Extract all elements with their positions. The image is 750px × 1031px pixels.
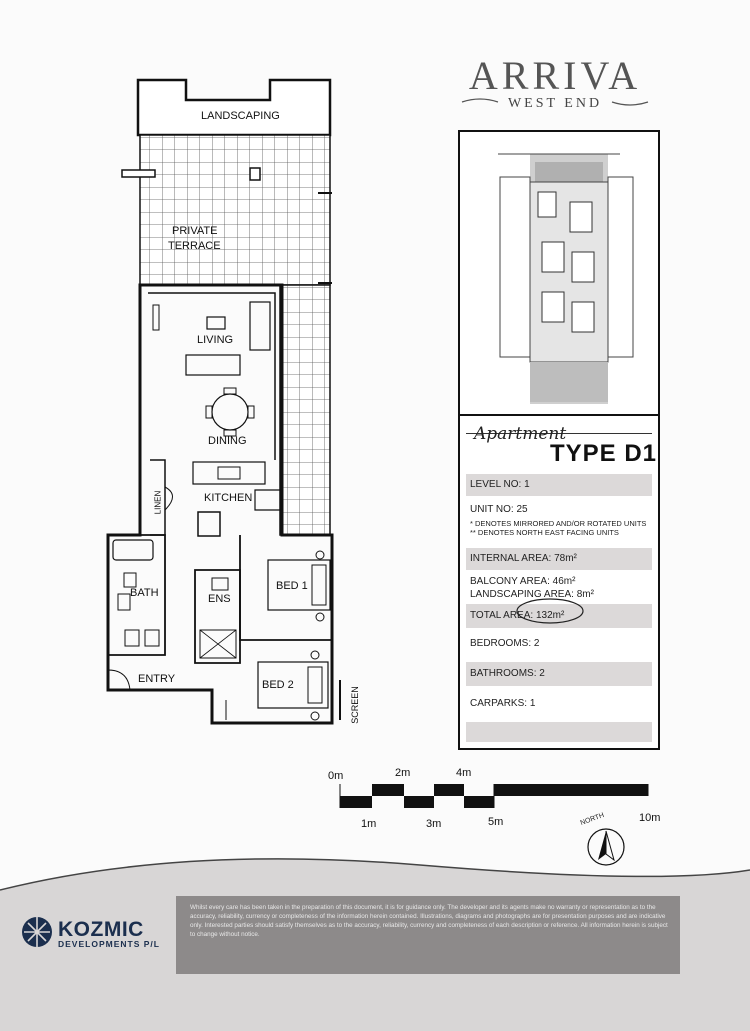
label-bath: BATH: [130, 587, 159, 599]
bedrooms-row: [466, 632, 652, 656]
company-name: KOZMIC: [58, 918, 144, 941]
bathrooms-value: BATHROOMS: 2: [470, 668, 545, 679]
carparks-value: CARPARKS: 1: [470, 698, 536, 709]
brand-subtitle: WEST END: [507, 96, 603, 111]
label-ens: ENS: [208, 593, 231, 605]
apartment-type: TYPE D1: [550, 440, 658, 467]
info-panel: [458, 130, 660, 750]
kozmic-logo-icon: [20, 915, 54, 949]
label-entry: ENTRY: [138, 673, 176, 685]
note-mirrored: * DENOTES MIRRORED AND/OR ROTATED UNITS: [470, 519, 647, 528]
key-plan: [460, 132, 658, 416]
company-subtitle: DEVELOPMENTS P/L: [58, 939, 160, 949]
bedrooms-value: BEDROOMS: 2: [470, 638, 540, 649]
label-private: PRIVATE: [172, 225, 218, 237]
label-kitchen: KITCHEN: [204, 492, 253, 504]
label-landscaping: LANDSCAPING: [201, 110, 280, 122]
scale-10m: 10m: [639, 812, 661, 824]
scale-4m: 4m: [456, 767, 472, 779]
balcony-row: [466, 576, 652, 587]
apartment-label: Apartment: [474, 424, 567, 444]
blank-row: [466, 722, 652, 742]
scale-bar: [338, 776, 658, 816]
unit-value: UNIT NO: 25: [470, 504, 528, 515]
note-north-east: ** DENOTES NORTH EAST FACING UNITS: [470, 528, 619, 537]
label-living: LIVING: [197, 334, 234, 346]
total-area: TOTAL AREA: 132m²: [470, 610, 565, 621]
scale-1m: 1m: [361, 818, 377, 830]
unit-row: [466, 504, 652, 537]
carparks-row: [466, 692, 652, 716]
north-label: NORTH: [579, 811, 606, 828]
level-value: LEVEL NO: 1: [470, 479, 530, 490]
label-terrace: TERRACE: [168, 240, 221, 252]
label-screen: SCREEN: [349, 686, 360, 724]
bathrooms-row: [466, 662, 652, 686]
scale-3m: 3m: [426, 818, 442, 830]
scale-5m: 5m: [488, 816, 504, 828]
internal-row: [466, 548, 652, 570]
label-linen: LINEN: [153, 490, 163, 515]
internal-area: INTERNAL AREA: 78m²: [470, 553, 577, 564]
level-row: [466, 474, 652, 496]
disclaimer-text: Whilst every care has been taken in the preparation of this document, it is for guidance only. The developer and its agents make no warranty or representation as to the accuracy, reliability, currency or completeness of the information herein contained. Illustrations, diagrams and photographs are for presentation purposes and are indicative only. Interested parties should satisfy themselves as to the accuracy, reliability, currency and completeness of each description or reference. All information herein is subject to change without notice.: [190, 904, 668, 938]
brand-title: ARRIVA: [468, 53, 642, 98]
scale-0m: 0m: [328, 770, 344, 782]
scale-2m: 2m: [395, 767, 411, 779]
landscaping-area: LANDSCAPING AREA: 8m²: [470, 589, 594, 600]
label-bed-2: BED 2: [262, 679, 294, 691]
label-bed-1: BED 1: [276, 580, 308, 592]
balcony-area: BALCONY AREA: 46m²: [470, 576, 576, 587]
label-dining: DINING: [208, 435, 247, 447]
total-circle-annotation: [515, 596, 585, 626]
